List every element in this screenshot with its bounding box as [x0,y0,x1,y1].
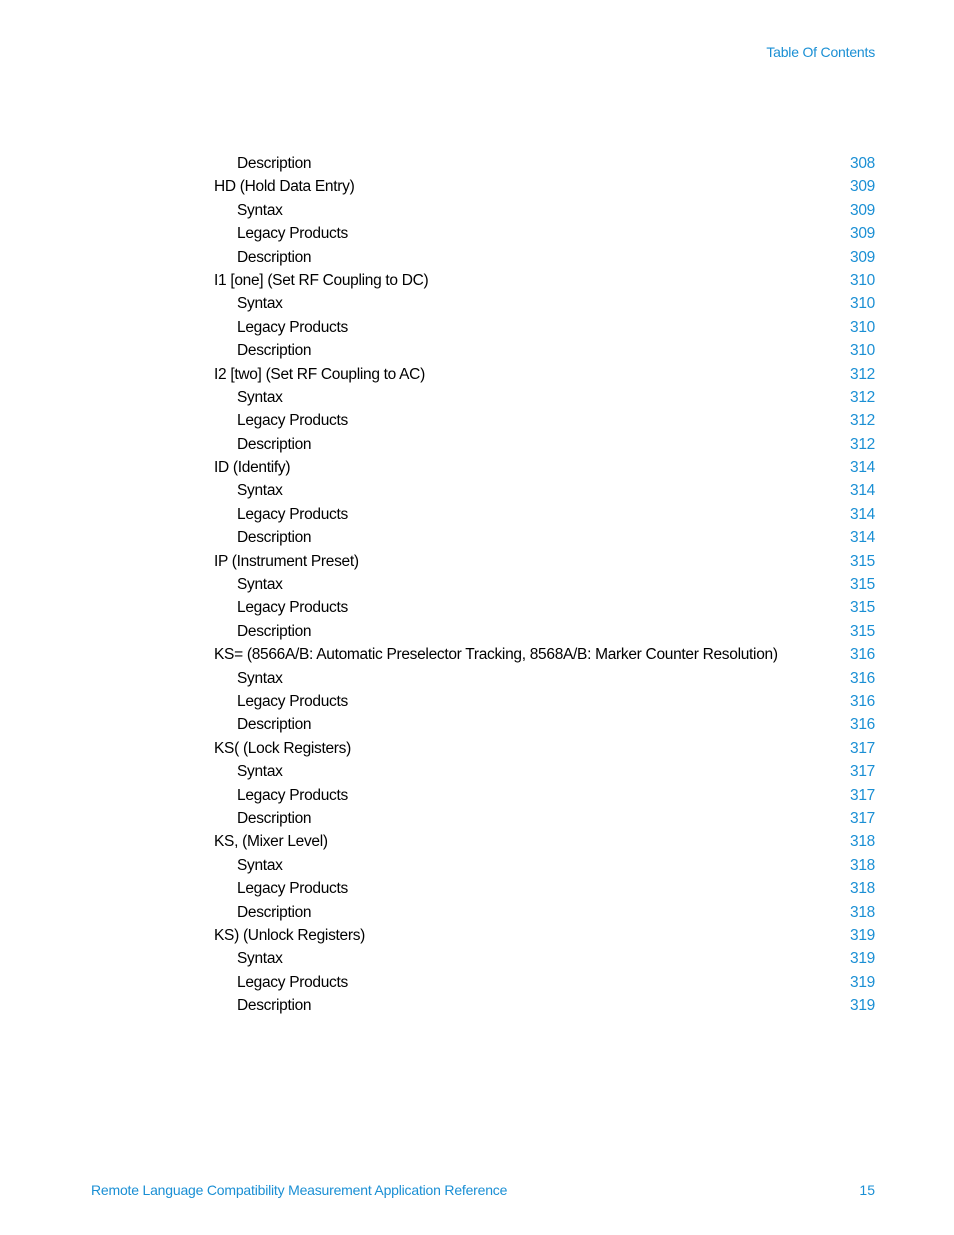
toc-entry-page-link[interactable]: 310 [850,271,875,289]
toc-entry-label: KS) (Unlock Registers) [214,926,366,944]
toc-entry[interactable] [214,690,875,713]
toc-entry[interactable] [214,877,875,900]
toc-entry-label: Legacy Products [237,318,348,336]
toc-entry-label: Legacy Products [237,599,348,617]
toc-entry[interactable] [214,971,875,994]
toc-entry[interactable] [214,643,875,666]
toc-entry-page-link[interactable]: 318 [850,833,875,851]
toc-entry[interactable] [214,854,875,877]
toc-entry-page-link[interactable]: 319 [850,950,875,968]
toc-entry-page-link[interactable]: 316 [850,716,875,734]
toc-entry-label: Description [237,903,312,921]
toc-entry-page-link[interactable]: 315 [850,622,875,640]
toc-entry[interactable] [214,550,875,573]
toc-entry[interactable] [214,363,875,386]
toc-entry-page-link[interactable]: 312 [850,365,875,383]
toc-entry-page-link[interactable]: 312 [850,435,875,453]
toc-entry-page-link[interactable]: 310 [850,295,875,313]
toc-entry-page-link[interactable]: 312 [850,388,875,406]
toc-entry-label: Syntax [237,482,283,500]
toc-entry-label: Syntax [237,950,283,968]
toc-entry[interactable] [214,667,875,690]
toc-entry-label: Legacy Products [237,692,348,710]
toc-entry-label: IP (Instrument Preset) [214,552,359,570]
toc-entry[interactable] [214,830,875,853]
header-title: Table Of Contents [766,44,875,60]
toc-entry[interactable] [214,222,875,245]
toc-entry-label: Description [237,997,312,1015]
toc-entry[interactable] [214,386,875,409]
toc-entry-page-link[interactable]: 310 [850,318,875,336]
toc-entry[interactable] [214,479,875,502]
toc-entry-label: Legacy Products [237,225,348,243]
toc-entry-page-link[interactable]: 319 [850,926,875,944]
toc-entry-label: ID (Identify) [214,459,291,477]
toc-entry[interactable] [214,292,875,315]
toc-entry-page-link[interactable]: 310 [850,342,875,360]
toc-entry-page-link[interactable]: 314 [850,459,875,477]
toc-entry[interactable] [214,199,875,222]
toc-entry[interactable] [214,760,875,783]
toc-entry[interactable] [214,807,875,830]
toc-entry-page-link[interactable]: 318 [850,856,875,874]
toc-entry-label: KS= (8566A/B: Automatic Preselector Tracking, 8568A/B: Marker Counter Resolution) [214,646,778,664]
toc-entry-page-link[interactable]: 319 [850,997,875,1015]
toc-entry-page-link[interactable]: 309 [850,248,875,266]
toc-entry[interactable] [214,924,875,947]
toc-entry-label: KS, (Mixer Level) [214,833,328,851]
toc-entry[interactable] [214,246,875,269]
toc-entry-page-link[interactable]: 319 [850,973,875,991]
toc-entry-page-link[interactable]: 314 [850,505,875,523]
toc-entry-page-link[interactable]: 315 [850,576,875,594]
toc-entry[interactable] [214,433,875,456]
toc-entry-page-link[interactable]: 317 [850,809,875,827]
toc-entry-label: Legacy Products [237,505,348,523]
toc-entry-label: Legacy Products [237,412,348,430]
toc-entry-label: KS( (Lock Registers) [214,739,351,757]
toc-entry[interactable] [214,784,875,807]
toc-entry-page-link[interactable]: 316 [850,692,875,710]
toc-entry-page-link[interactable]: 316 [850,646,875,664]
toc-entry[interactable] [214,526,875,549]
toc-entry[interactable] [214,901,875,924]
footer-document-title: Remote Language Compatibility Measurement Application Reference [91,1182,508,1198]
toc-entry-page-link[interactable]: 309 [850,225,875,243]
toc-entry-page-link[interactable]: 315 [850,599,875,617]
toc-entry-label: Syntax [237,763,283,781]
toc-entry-page-link[interactable]: 317 [850,786,875,804]
toc-entry[interactable] [214,409,875,432]
toc-entry-label: Syntax [237,856,283,874]
toc-entry-page-link[interactable]: 318 [850,903,875,921]
toc-entry[interactable] [214,947,875,970]
toc-entry-label: Description [237,248,312,266]
toc-entry[interactable] [214,503,875,526]
toc-entry-label: Legacy Products [237,973,348,991]
toc-entry-label: Syntax [237,576,283,594]
table-of-contents [214,152,875,1017]
toc-entry[interactable] [214,573,875,596]
toc-entry-page-link[interactable]: 317 [850,739,875,757]
toc-entry-page-link[interactable]: 314 [850,482,875,500]
toc-entry-label: Legacy Products [237,786,348,804]
toc-entry-label: Description [237,622,312,640]
toc-entry[interactable] [214,456,875,479]
toc-entry-page-link[interactable]: 309 [850,201,875,219]
toc-entry-label: Description [237,435,312,453]
toc-entry-page-link[interactable]: 316 [850,669,875,687]
toc-entry-label: I1 [one] (Set RF Coupling to DC) [214,271,429,289]
toc-entry-page-link[interactable]: 312 [850,412,875,430]
toc-entry[interactable] [214,339,875,362]
toc-entry-label: Syntax [237,295,283,313]
toc-entry-label: Description [237,342,312,360]
toc-entry-page-link[interactable]: 317 [850,763,875,781]
toc-entry[interactable] [214,596,875,619]
toc-entry-page-link[interactable]: 309 [850,178,875,196]
toc-entry-label: Syntax [237,669,283,687]
toc-entry-page-link[interactable]: 308 [850,155,875,172]
toc-entry[interactable] [214,620,875,643]
toc-entry-label: I2 [two] (Set RF Coupling to AC) [214,365,425,383]
toc-entry-label: Description [237,809,312,827]
toc-entry[interactable] [214,316,875,339]
toc-entry[interactable] [214,152,875,175]
toc-entry-page-link[interactable]: 318 [850,880,875,898]
toc-entry-page-link[interactable]: 315 [850,552,875,570]
footer-page-number: 15 [859,1182,875,1198]
toc-entry-label: Legacy Products [237,880,348,898]
toc-entry-label: Syntax [237,201,283,219]
toc-entry-label: Syntax [237,388,283,406]
toc-entry-label: HD (Hold Data Entry) [214,178,355,196]
toc-entry[interactable] [214,737,875,760]
toc-entry[interactable] [214,269,875,292]
toc-entry[interactable] [214,175,875,198]
toc-entry-label: Description [237,155,312,172]
toc-entry[interactable] [214,994,875,1017]
toc-entry-label: Description [237,529,312,547]
toc-entry-page-link[interactable]: 314 [850,529,875,547]
toc-entry-label: Description [237,716,312,734]
toc-entry[interactable] [214,713,875,736]
